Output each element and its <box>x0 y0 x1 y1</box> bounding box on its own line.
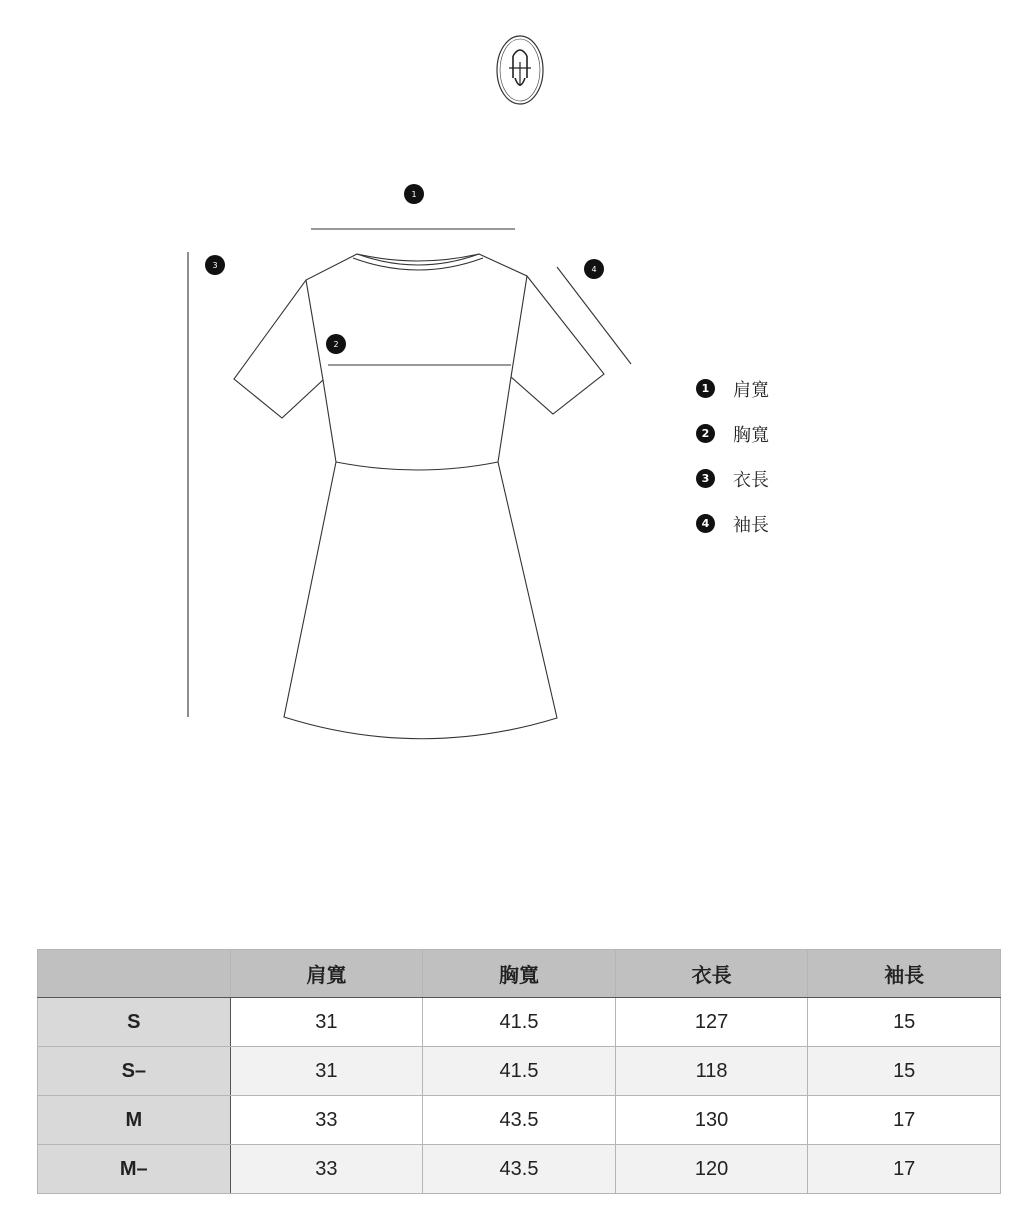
legend-number-icon: 2 <box>696 424 715 443</box>
table-cell: 17 <box>808 1096 1001 1145</box>
table-cell: 15 <box>808 998 1001 1047</box>
size-label-cell: M <box>38 1096 231 1145</box>
legend-label: 胸寬 <box>733 424 769 446</box>
legend-label: 衣長 <box>733 469 769 491</box>
table-row <box>38 1096 1001 1145</box>
table-cell: 33 <box>230 1096 423 1145</box>
legend-item-chest <box>696 411 769 456</box>
table-cell: 15 <box>808 1047 1001 1096</box>
table-cell: 41.5 <box>423 1047 616 1096</box>
legend-item-sleeve <box>696 501 769 546</box>
svg-text:4: 4 <box>591 265 597 274</box>
legend-item-length <box>696 456 769 501</box>
table-row <box>38 1145 1001 1194</box>
table-cell: 120 <box>615 1145 808 1194</box>
legend-label: 袖長 <box>733 514 769 536</box>
table-cell: 33 <box>230 1145 423 1194</box>
column-header-chest: 胸寬 <box>423 950 616 998</box>
table-cell: 31 <box>230 998 423 1047</box>
table-row <box>38 1047 1001 1096</box>
table-cell: 130 <box>615 1096 808 1145</box>
svg-text:2: 2 <box>333 340 339 349</box>
legend-item-shoulder <box>696 366 769 411</box>
table-corner-cell <box>38 950 231 998</box>
column-header-shoulder: 肩寬 <box>230 950 423 998</box>
size-chart-table <box>37 949 1001 1194</box>
svg-text:1: 1 <box>411 190 417 199</box>
size-label-cell: S <box>38 998 231 1047</box>
table-row <box>38 998 1001 1047</box>
legend-label: 肩寬 <box>733 379 769 401</box>
legend-number-icon: 3 <box>696 469 715 488</box>
legend-number-icon: 4 <box>696 514 715 533</box>
column-header-length: 衣長 <box>615 950 808 998</box>
column-header-sleeve: 袖長 <box>808 950 1001 998</box>
sleeve-length-line <box>557 267 631 364</box>
table-cell: 31 <box>230 1047 423 1096</box>
svg-text:3: 3 <box>212 261 218 270</box>
legend-number-icon: 1 <box>696 379 715 398</box>
table-cell: 17 <box>808 1145 1001 1194</box>
table-cell: 43.5 <box>423 1145 616 1194</box>
table-cell: 41.5 <box>423 998 616 1047</box>
table-cell: 118 <box>615 1047 808 1096</box>
table-header-row <box>38 950 1001 998</box>
table-cell: 127 <box>615 998 808 1047</box>
measurement-legend <box>696 366 769 546</box>
table-cell: 43.5 <box>423 1096 616 1145</box>
dress-outline <box>234 254 604 739</box>
size-label-cell: S– <box>38 1047 231 1096</box>
size-label-cell: M– <box>38 1145 231 1194</box>
